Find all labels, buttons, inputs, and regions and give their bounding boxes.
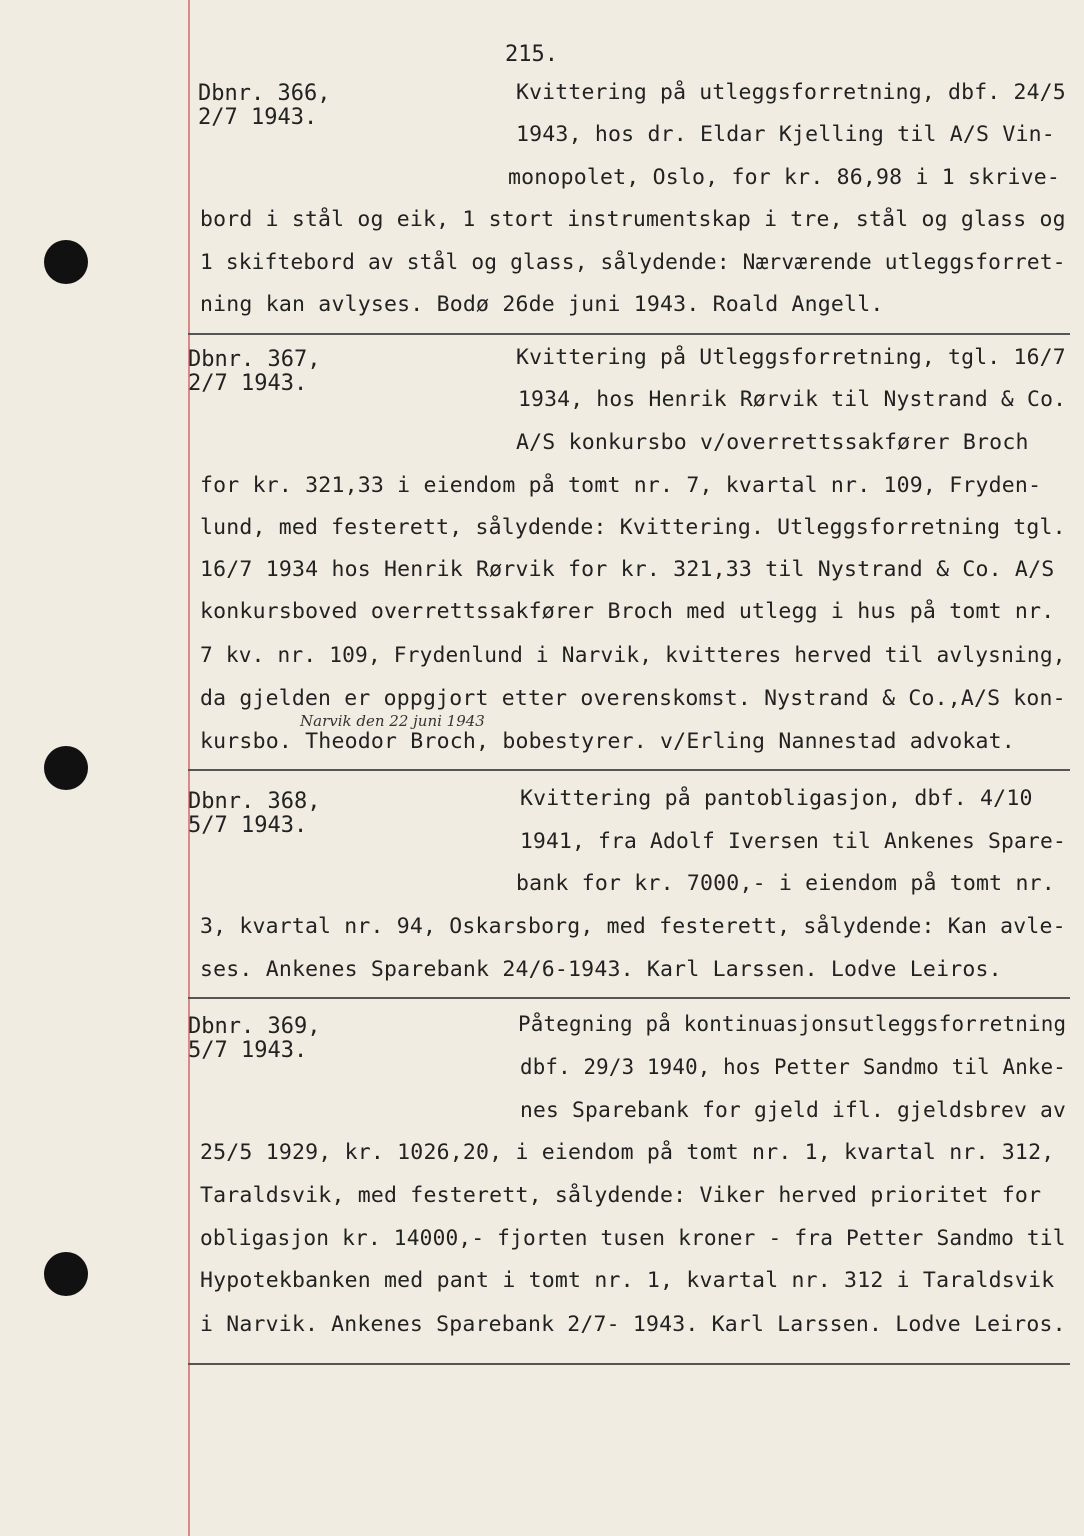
entry-dbnr: Dbnr. 366, (198, 81, 331, 106)
entry-line: for kr. 321,33 i eiendom på tomt nr. 7, kvartal nr. 109, Fryden- (200, 473, 1042, 498)
entry-line: 7 kv. nr. 109, Frydenlund i Narvik, kvitteres herved til avlysning, (200, 643, 1066, 668)
entry-dbnr: Dbnr. 367, (188, 347, 321, 372)
entry-divider (188, 769, 1070, 771)
entry-line: Kvittering på Utleggsforretning, tgl. 16/7 (516, 345, 1066, 370)
entry-date: 5/7 1943. (188, 813, 308, 838)
entry-line: Påtegning på kontinuasjonsutleggsforretning (518, 1012, 1067, 1037)
entry-line: kursbo. Theodor Broch, bobestyrer. v/Erling Nannestad advokat. (200, 729, 1015, 754)
entry-line: bord i stål og eik, 1 stort instrumentskap i tre, stål og glass og (200, 207, 1066, 232)
entry-date: 5/7 1943. (188, 1038, 308, 1063)
entry-line: obligasjon kr. 14000,- fjorten tusen kroner - fra Petter Sandmo til (200, 1226, 1066, 1251)
handwritten-note: Narvik den 22 juni 1943 (300, 712, 485, 730)
entry-divider (188, 333, 1070, 335)
entry-dbnr: Dbnr. 369, (188, 1014, 321, 1039)
page-number: 215. (505, 42, 558, 67)
entry-line: da gjelden er oppgjort etter overenskomst. Nystrand & Co.,A/S kon- (200, 686, 1066, 711)
entry-line: Taraldsvik, med festerett, sålydende: Viker herved prioritet for (200, 1183, 1042, 1208)
entry-line: lund, med festerett, sålydende: Kvittering. Utleggsforretning tgl. (200, 515, 1066, 540)
entry-line: dbf. 29/3 1940, hos Petter Sandmo til Anke- (520, 1055, 1066, 1080)
punch-hole (44, 1252, 88, 1296)
entry-date: 2/7 1943. (188, 371, 308, 396)
punch-hole (44, 240, 88, 284)
entry-line: A/S konkursbo v/overrettssakfører Broch (516, 430, 1029, 455)
entry-line: i Narvik. Ankenes Sparebank 2/7- 1943. Karl Larssen. Lodve Leiros. (200, 1312, 1066, 1337)
entry-line: monopolet, Oslo, for kr. 86,98 i 1 skrive- (508, 165, 1061, 190)
entry-line: 1 skiftebord av stål og glass, sålydende: Nærværende utleggsforret- (200, 250, 1066, 275)
entry-line: bank for kr. 7000,- i eiendom på tomt nr. (516, 871, 1055, 896)
entry-line: 16/7 1934 hos Henrik Rørvik for kr. 321,33 til Nystrand & Co. A/S (200, 557, 1055, 582)
punch-hole (44, 746, 88, 790)
entry-header (198, 82, 330, 130)
entry-line: 1934, hos Henrik Rørvik til Nystrand & Co. (518, 387, 1067, 412)
entry-line: Kvittering på utleggsforretning, dbf. 24/5 (516, 80, 1066, 105)
entry-line: ses. Ankenes Sparebank 24/6-1943. Karl Larssen. Lodve Leiros. (200, 957, 1002, 982)
margin-line (188, 0, 190, 1536)
entry-line: 1943, hos dr. Eldar Kjelling til A/S Vin- (516, 122, 1055, 147)
entry-line: nes Sparebank for gjeld ifl. gjeldsbrev av (520, 1098, 1066, 1123)
entry-line: ning kan avlyses. Bodø 26de juni 1943. Roald Angell. (200, 292, 884, 317)
entry-header (188, 1015, 320, 1063)
entry-divider (188, 997, 1070, 999)
entry-line: 25/5 1929, kr. 1026,20, i eiendom på tomt nr. 1, kvartal nr. 312, (200, 1140, 1055, 1165)
entry-line: 3, kvartal nr. 94, Oskarsborg, med festerett, sålydende: Kan avle- (200, 914, 1066, 939)
entry-divider (188, 1363, 1070, 1365)
entry-header (188, 790, 320, 838)
entry-line: Kvittering på pantobligasjon, dbf. 4/10 (520, 786, 1033, 811)
entry-line: konkursboved overrettssakfører Broch med utlegg i hus på tomt nr. (200, 599, 1055, 624)
entry-date: 2/7 1943. (198, 105, 318, 130)
entry-dbnr: Dbnr. 368, (188, 789, 321, 814)
entry-line: 1941, fra Adolf Iversen til Ankenes Spare- (520, 829, 1066, 854)
entry-header (188, 348, 320, 396)
entry-line: Hypotekbanken med pant i tomt nr. 1, kvartal nr. 312 i Taraldsvik (200, 1268, 1055, 1293)
